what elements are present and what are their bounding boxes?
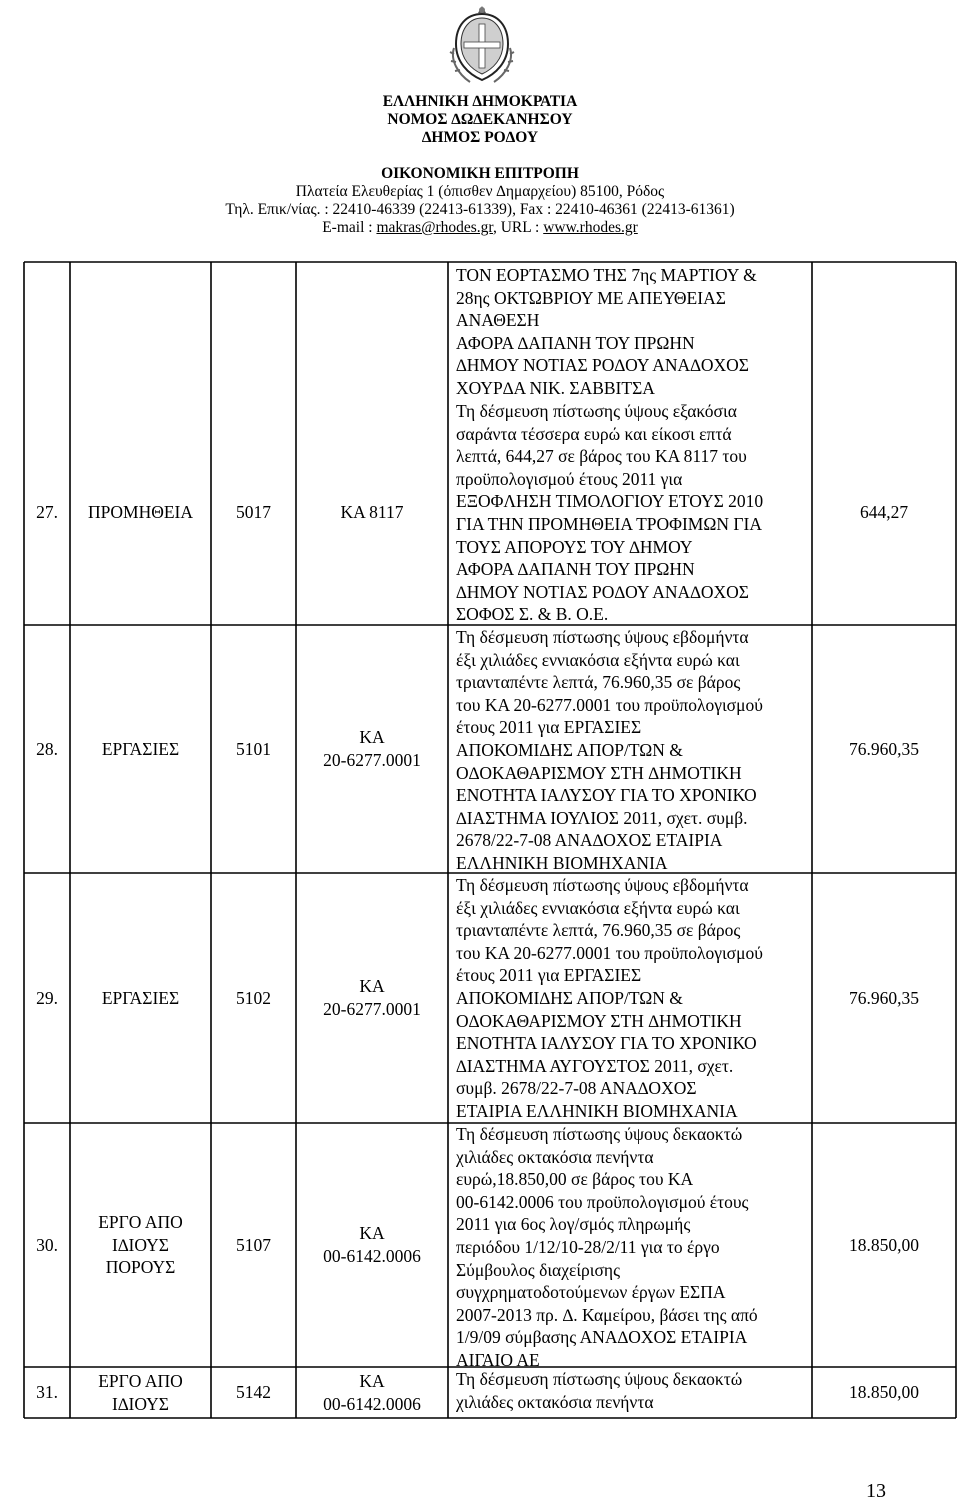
continued-description [456, 264, 816, 400]
budget-code: ΚΑ 8117 [340, 502, 404, 523]
description [456, 1123, 816, 1372]
coat-of-arms-seal [446, 4, 518, 86]
url-prefix: , URL : [492, 219, 544, 236]
description-line: Τη δέσμευση πίστωσης ύψους δεκαοκτώ [456, 1369, 743, 1389]
prefecture-heading: ΝΟΜΟΣ ∆Ω∆ΕΚΑΝΗΣΟΥ [387, 111, 573, 128]
committee-heading: ΟΙΚΟΝΟΜΙΚΗ ΕΠΙΤΡΟΠΗ [381, 165, 579, 182]
description-line: ΕΛΛΗΝΙΚΗ ΒΙΟΜΗΧΑΝΙΑ [456, 852, 668, 873]
description-line: 28ης ΟΚΤΩΒΡΙΟΥ ΜΕ ΑΠΕΥΘΕΙΑΣ [456, 287, 726, 308]
expense-type: ΕΡΓΑΣΙΕΣ [101, 987, 180, 1008]
budget-code: ΚΑ 00-6142.0006 [323, 1370, 421, 1414]
description-line: 2011 για 6ος λογ/σμός πληρωμής [456, 1214, 691, 1235]
description-line: συμβ. 2678/22-7-08 ΑΝΑ∆ΟΧΟΣ [456, 1078, 697, 1099]
website-link[interactable]: www.rhodes.gr [543, 219, 638, 236]
description-line: τριανταπέντε λεπτά, 76.960,35 σε βάρος [456, 920, 741, 941]
address-line: Πλατεία Ελευθερίας 1 (όπισθεν ∆ημαρχείου) 85100, Ρόδος [295, 183, 665, 200]
description [456, 626, 816, 875]
description-line: σαράντα τέσσερα ευρώ και είκοσι επτά [456, 423, 732, 444]
decision-code: 5017 [236, 502, 271, 523]
amount: 18.850,00 [849, 1382, 919, 1403]
row-number: 29. [36, 987, 58, 1008]
budget-code: ΚΑ 20-6277.0001 [323, 727, 421, 770]
budget-code: ΚΑ 00-6142.0006 [323, 1223, 421, 1266]
expense-type: ΕΡΓΑΣΙΕΣ [101, 738, 180, 759]
description-line: έτους 2011 για ΕΡΓΑΣΙΕΣ [456, 965, 642, 986]
description-line: του ΚΑ 20-6277.0001 του προϋπολογισμού [456, 942, 763, 963]
description [456, 1368, 816, 1413]
description-line: ∆ΙΑΣΤΗΜΑ ΙΟΥΛΙΟΣ 2011, σχετ. συμβ. [456, 807, 748, 828]
description-line: ΕΤΑΙΡΙΑ ΕΛΛΗΝΙΚΗ ΒΙΟΜΗΧΑΝΙΑ [456, 1100, 738, 1121]
description-line: Ο∆ΟΚΑΘΑΡΙΣΜΟΥ ΣΤΗ ∆ΗΜΟΤΙΚΗ [456, 762, 742, 783]
description-line: χιλιάδες οκτακόσια πενήντα [456, 1146, 654, 1167]
description-line: ΑΦΟΡΑ ∆ΑΠΑΝΗ ΤΟΥ ΠΡΩΗΝ [456, 332, 695, 353]
decision-code: 5102 [236, 987, 271, 1008]
description-line: 2678/22-7-08 ΑΝΑ∆ΟΧΟΣ ΕΤΑΙΡΙΑ [456, 830, 723, 851]
description-line: Τη δέσμευση πίστωσης ύψους εξακόσια [456, 401, 737, 421]
description-line: 1/9/09 σύμβασης ΑΝΑ∆ΟΧΟΣ ΕΤΑΙΡΙΑ [456, 1327, 748, 1348]
contact-line [0, 218, 960, 237]
description-line: έτους 2011 για ΕΡΓΑΣΙΕΣ [456, 717, 642, 738]
description-line: Τη δέσμευση πίστωσης ύψους εβδομήντα [456, 875, 749, 895]
expense-type: ΠΡΟΜΗΘΕΙΑ [88, 502, 193, 523]
description-line: ΕΝΟΤΗΤΑ ΙΑΛΥΣΟΥ ΓΙΑ ΤΟ ΧΡΟΝΙΚΟ [456, 785, 757, 806]
description-line: του ΚΑ 20-6277.0001 του προϋπολογισμού [456, 694, 763, 715]
row-number: 28. [36, 738, 58, 759]
description-line: 2007-2013 πρ. ∆. Καμείρου, βάσει της από [456, 1304, 758, 1325]
description-line: ΤΟΥΣ ΑΠΟΡΟΥΣ ΤΟΥ ∆ΗΜΟΥ [456, 536, 693, 557]
description-line: περιόδου 1/12/10-28/2/11 για το έργο [456, 1236, 720, 1257]
description-line: χιλιάδες οκτακόσια πενήντα [456, 1391, 654, 1412]
description-line: ∆ΗΜΟΥ ΝΟΤΙΑΣ ΡΟ∆ΟΥ ΑΝΑ∆ΟΧΟΣ [456, 581, 749, 602]
description-line: Ο∆ΟΚΑΘΑΡΙΣΜΟΥ ΣΤΗ ∆ΗΜΟΤΙΚΗ [456, 1010, 742, 1031]
description-line: ΑΦΟΡΑ ∆ΑΠΑΝΗ ΤΟΥ ΠΡΩΗΝ [456, 559, 695, 580]
republic-heading: ΕΛΛΗΝΙΚΗ ∆ΗΜΟΚΡΑΤΙΑ [382, 93, 578, 110]
row-number: 31. [36, 1382, 58, 1403]
amount: 18.850,00 [849, 1234, 919, 1255]
description-line: ΤΟΝ ΕΟΡΤΑΣΜΟ ΤΗΣ 7ης ΜΑΡΤΙΟΥ & [456, 265, 757, 285]
decision-code: 5142 [236, 1382, 271, 1403]
email-prefix: E-mail : [322, 219, 377, 236]
description-line: ΑΠΟΚΟΜΙ∆ΗΣ ΑΠΟΡ/ΤΩΝ & [456, 739, 683, 760]
description-line: έξι χιλιάδες εννιακόσια εξήντα ευρώ και [456, 897, 740, 918]
expense-type: ΕΡΓΟ ΑΠΟ Ι∆ΙΟΥΣ ΠΟΡΟΥΣ [98, 1212, 183, 1278]
email-link[interactable]: makras@rhodes.gr [376, 219, 493, 236]
description-line: λεπτά, 644,27 σε βάρος του ΚΑ 8117 του [456, 446, 747, 467]
description-line: ΕΝΟΤΗΤΑ ΙΑΛΥΣΟΥ ΓΙΑ ΤΟ ΧΡΟΝΙΚΟ [456, 1033, 757, 1054]
amount: 76.960,35 [849, 987, 919, 1008]
description [456, 874, 816, 1123]
description-line: Σύμβουλος διαχείρισης [456, 1259, 620, 1280]
decision-code: 5107 [236, 1234, 271, 1255]
description-line: ∆ΙΑΣΤΗΜΑ ΑΥΓΟΥΣΤΟΣ 2011, σχετ. [456, 1055, 734, 1076]
description-line: ΧΟΥΡ∆Α ΝΙΚ. ΣΑΒΒΙΤΣΑ [456, 377, 655, 398]
description-line: προϋπολογισμού έτους 2011 για [456, 468, 683, 489]
row-number: 27. [36, 502, 58, 523]
amount: 644,27 [859, 502, 909, 523]
row-number: 30. [36, 1234, 58, 1255]
description-line: 00-6142.0006 του προϋπολογισμού έτους [456, 1191, 749, 1212]
description-line: ΣΟΦΟΣ Σ. & Β. Ο.Ε. [456, 604, 609, 625]
description-line: Τη δέσμευση πίστωσης ύψους δεκαοκτώ [456, 1124, 743, 1144]
page-number: 13 [866, 1480, 886, 1502]
amount: 76.960,35 [849, 738, 919, 759]
description-line: ευρώ,18.850,00 σε βάρος του ΚΑ [456, 1169, 694, 1190]
budget-code: ΚΑ 20-6277.0001 [323, 976, 421, 1019]
description-line: συγχρηματοδοτούμενων έργων ΕΣΠΑ [456, 1282, 726, 1303]
description-line: ∆ΗΜΟΥ ΝΟΤΙΑΣ ΡΟ∆ΟΥ ΑΝΑ∆ΟΧΟΣ [456, 355, 749, 376]
description-line: τριανταπέντε λεπτά, 76.960,35 σε βάρος [456, 672, 741, 693]
description-line: ΑΙΓΑΙΟ ΑΕ [456, 1349, 540, 1370]
description-line: ΕΞΟΦΛΗΣΗ ΤΙΜΟΛΟΓΙΟΥ ΕΤΟΥΣ 2010 [456, 491, 764, 512]
description-line: ΑΠΟΚΟΜΙ∆ΗΣ ΑΠΟΡ/ΤΩΝ & [456, 987, 683, 1008]
description-line: Τη δέσμευση πίστωσης ύψους εβδομήντα [456, 627, 749, 647]
decision-code: 5101 [236, 738, 271, 759]
expense-type: ΕΡΓΟ ΑΠΟ Ι∆ΙΟΥΣ [98, 1370, 183, 1414]
municipality-heading: ∆ΗΜΟΣ ΡΟ∆ΟΥ [421, 129, 539, 146]
description-line: ΓΙΑ ΤΗΝ ΠΡΟΜΗΘΕΙΑ ΤΡΟΦΙΜΩΝ ΓΙΑ [456, 513, 762, 534]
phone-line: Τηλ. Επικ/νίας. : 22410-46339 (22413-61339), Fax : 22410-46361 (22413-61361) [225, 201, 735, 218]
description [456, 400, 816, 626]
description-line: έξι χιλιάδες εννιακόσια εξήντα ευρώ και [456, 649, 740, 670]
description-line: ΑΝΑΘΕΣΗ [456, 310, 540, 331]
